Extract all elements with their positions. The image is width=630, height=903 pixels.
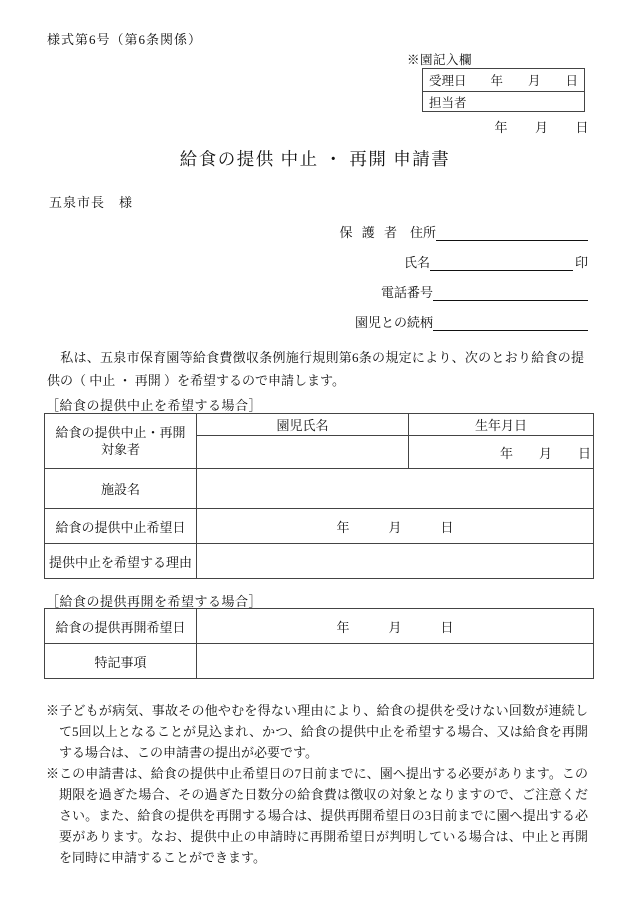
relation-field-line[interactable] xyxy=(433,313,588,331)
resume-date-label: 給食の提供再開希望日 xyxy=(45,609,197,644)
staff-cell[interactable] xyxy=(423,92,585,112)
stop-date-label: 給食の提供中止希望日 xyxy=(45,509,197,544)
relation-label: 園児との続柄 xyxy=(354,315,433,330)
stop-reason-label: 提供中止を希望する理由 xyxy=(45,544,197,579)
receipt-date-placeholder[interactable]: 年 月 日 xyxy=(490,74,578,88)
receipt-date-cell[interactable] xyxy=(423,69,585,92)
target-person-label-line1: 給食の提供中止・再開 xyxy=(55,425,186,440)
remarks-label: 特記事項 xyxy=(45,644,197,679)
phone-field-line[interactable] xyxy=(433,283,588,301)
phone-row xyxy=(290,271,588,301)
stop-date-input-cell[interactable]: 年 月 日 xyxy=(197,509,594,544)
staff-label: 担当者 xyxy=(429,95,467,110)
resume-request-table xyxy=(44,608,594,679)
target-person-label-line2: 対象者 xyxy=(100,442,140,457)
receipt-date-label: 受理日 xyxy=(429,74,467,88)
child-name-input-cell[interactable] xyxy=(197,436,409,469)
seal-label: 印 xyxy=(574,255,588,270)
applicant-block xyxy=(290,211,588,331)
target-person-label-cell xyxy=(45,414,197,469)
relation-row xyxy=(290,301,588,331)
address-label: 住所 xyxy=(409,225,436,240)
office-use-table xyxy=(422,68,585,112)
facility-input-cell[interactable] xyxy=(197,469,594,509)
guardian-label: 保 護 者 xyxy=(339,225,400,240)
resume-section-heading: ［給食の提供再開を希望する場合］ xyxy=(46,594,263,609)
guardian-address-row xyxy=(290,211,588,241)
notes-block xyxy=(46,700,588,868)
stop-reason-input-cell[interactable] xyxy=(197,544,594,579)
facility-label: 施設名 xyxy=(45,469,197,509)
birth-date-input-cell[interactable]: 年 月 日 xyxy=(409,436,594,469)
name-label: 氏名 xyxy=(403,255,430,270)
phone-label: 電話番号 xyxy=(380,285,433,300)
application-date-line[interactable]: 年 月 日 xyxy=(494,120,589,135)
stop-section-heading: ［給食の提供中止を希望する場合］ xyxy=(46,398,263,413)
office-box-label: ※園記入欄 xyxy=(407,53,473,67)
note-deadline: ※この申請書は、給食の提供中止希望日の7日前までに、園へ提出する必要があります。この期限を過ぎた場合、その過ぎた日数分の給食費は徴収の対象となりますので、ご注意ください。また、給食の提供を再開する場合は、提供再開希望日の3日前までに園へ提出する必要があります。なお、提供中止の申請時に再開希望日が判明している場合は、中止と再開を同時に申請することができます。 xyxy=(46,766,588,865)
resume-date-input-cell[interactable]: 年 月 日 xyxy=(197,609,594,644)
intro-paragraph: 私は、五泉市保育園等給食費徴収条例施行規則第6条の規定により、次のとおり給食の提供の（ 中止 ・ 再開 ）を希望するので申請します。 xyxy=(47,350,584,388)
birth-date-header: 生年月日 xyxy=(409,414,594,436)
form-number: 様式第6号（第6条関係） xyxy=(47,32,203,47)
addressee: 五泉市長 様 xyxy=(49,195,134,210)
address-field-line[interactable] xyxy=(436,223,588,241)
stop-request-table xyxy=(44,413,594,579)
remarks-input-cell[interactable] xyxy=(197,644,594,679)
name-field-line[interactable] xyxy=(430,253,573,271)
note-eligibility: ※子どもが病気、事故その他やむを得ない理由により、給食の提供を受けない回数が連続して5回以上となることが見込まれ、かつ、給食の提供中止を希望する場合、又は給食を再開する場合は、この申請書の提出が必要です。 xyxy=(46,703,588,760)
form-title: 給食の提供 中止 ・ 再開 申請書 xyxy=(179,149,451,169)
guardian-name-row xyxy=(290,241,588,271)
child-name-header: 園児氏名 xyxy=(197,414,409,436)
